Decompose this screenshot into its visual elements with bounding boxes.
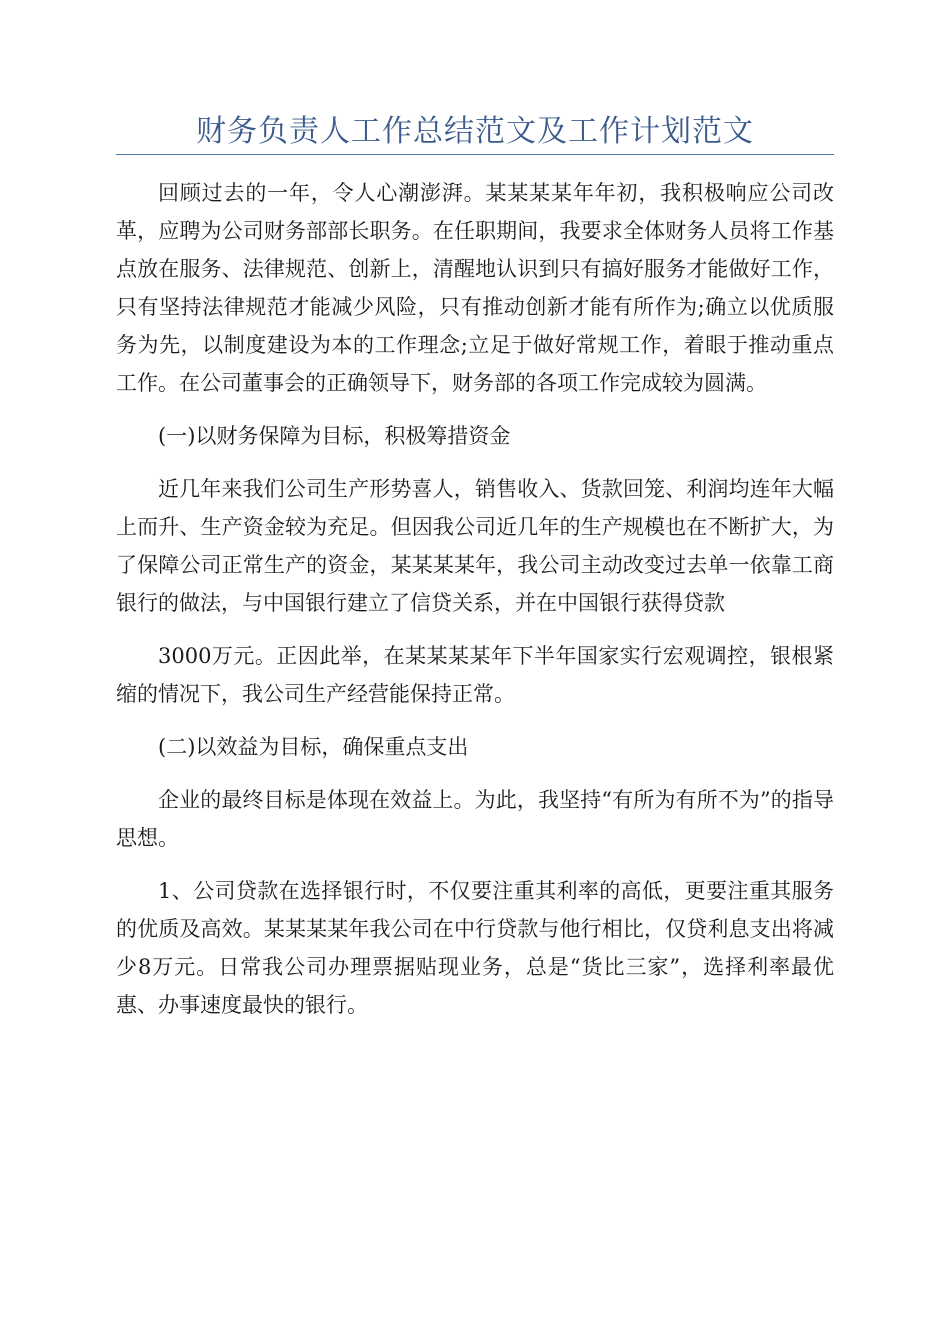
paragraph-bank-selection: 1、公司贷款在选择银行时，不仅要注重其利率的高低，更要注重其服务的优质及高效。某某某某年我公司在中行贷款与他行相比，仅贷利息支出将减少8万元。日常我公司办理票据贴现业务，总是“货比三家”，选择利率最优惠、办事速度最快的银行。 <box>116 879 834 1017</box>
paragraph-loan-result: 3000万元。正因此举，在某某某某年下半年国家实行宏观调控，银根紧缩的情况下，我公司生产经营能保持正常。 <box>116 644 834 706</box>
section-heading-2: (二)以效益为目标，确保重点支出 <box>158 735 469 759</box>
document-title: 财务负责人工作总结范文及工作计划范文 <box>196 114 754 149</box>
document-body <box>116 174 834 1039</box>
title-underline <box>116 154 834 155</box>
paragraph-funding: 近几年来我们公司生产形势喜人，销售收入、货款回笼、利润均连年大幅上而升、生产资金较为充足。但因我公司近几年的生产规模也在不断扩大，为了保障公司正常生产的资金，某某某某年，我公司主动改变过去单一依靠工商银行的做法，与中国银行建立了信贷关系，并在中国银行获得贷款 <box>116 477 834 615</box>
section-heading-1: (一)以财务保障为目标，积极筹措资金 <box>158 424 511 448</box>
paragraph-efficiency: 企业的最终目标是体现在效益上。为此，我坚持“有所为有所不为”的指导思想。 <box>116 788 834 850</box>
paragraph-intro: 回顾过去的一年，令人心潮澎湃。某某某某年年初，我积极响应公司改革，应聘为公司财务部部长职务。在任职期间，我要求全体财务人员将工作基点放在服务、法律规范、创新上，清醒地认识到只有搞好服务才能做好工作，只有坚持法律规范才能减少风险，只有推动创新才能有所作为;确立以优质服务为先，以制度建设为本的工作理念;立足于做好常规工作，着眼于推动重点工作。在公司董事会的正确领导下，财务部的各项工作完成较为圆满。 <box>116 181 834 395</box>
